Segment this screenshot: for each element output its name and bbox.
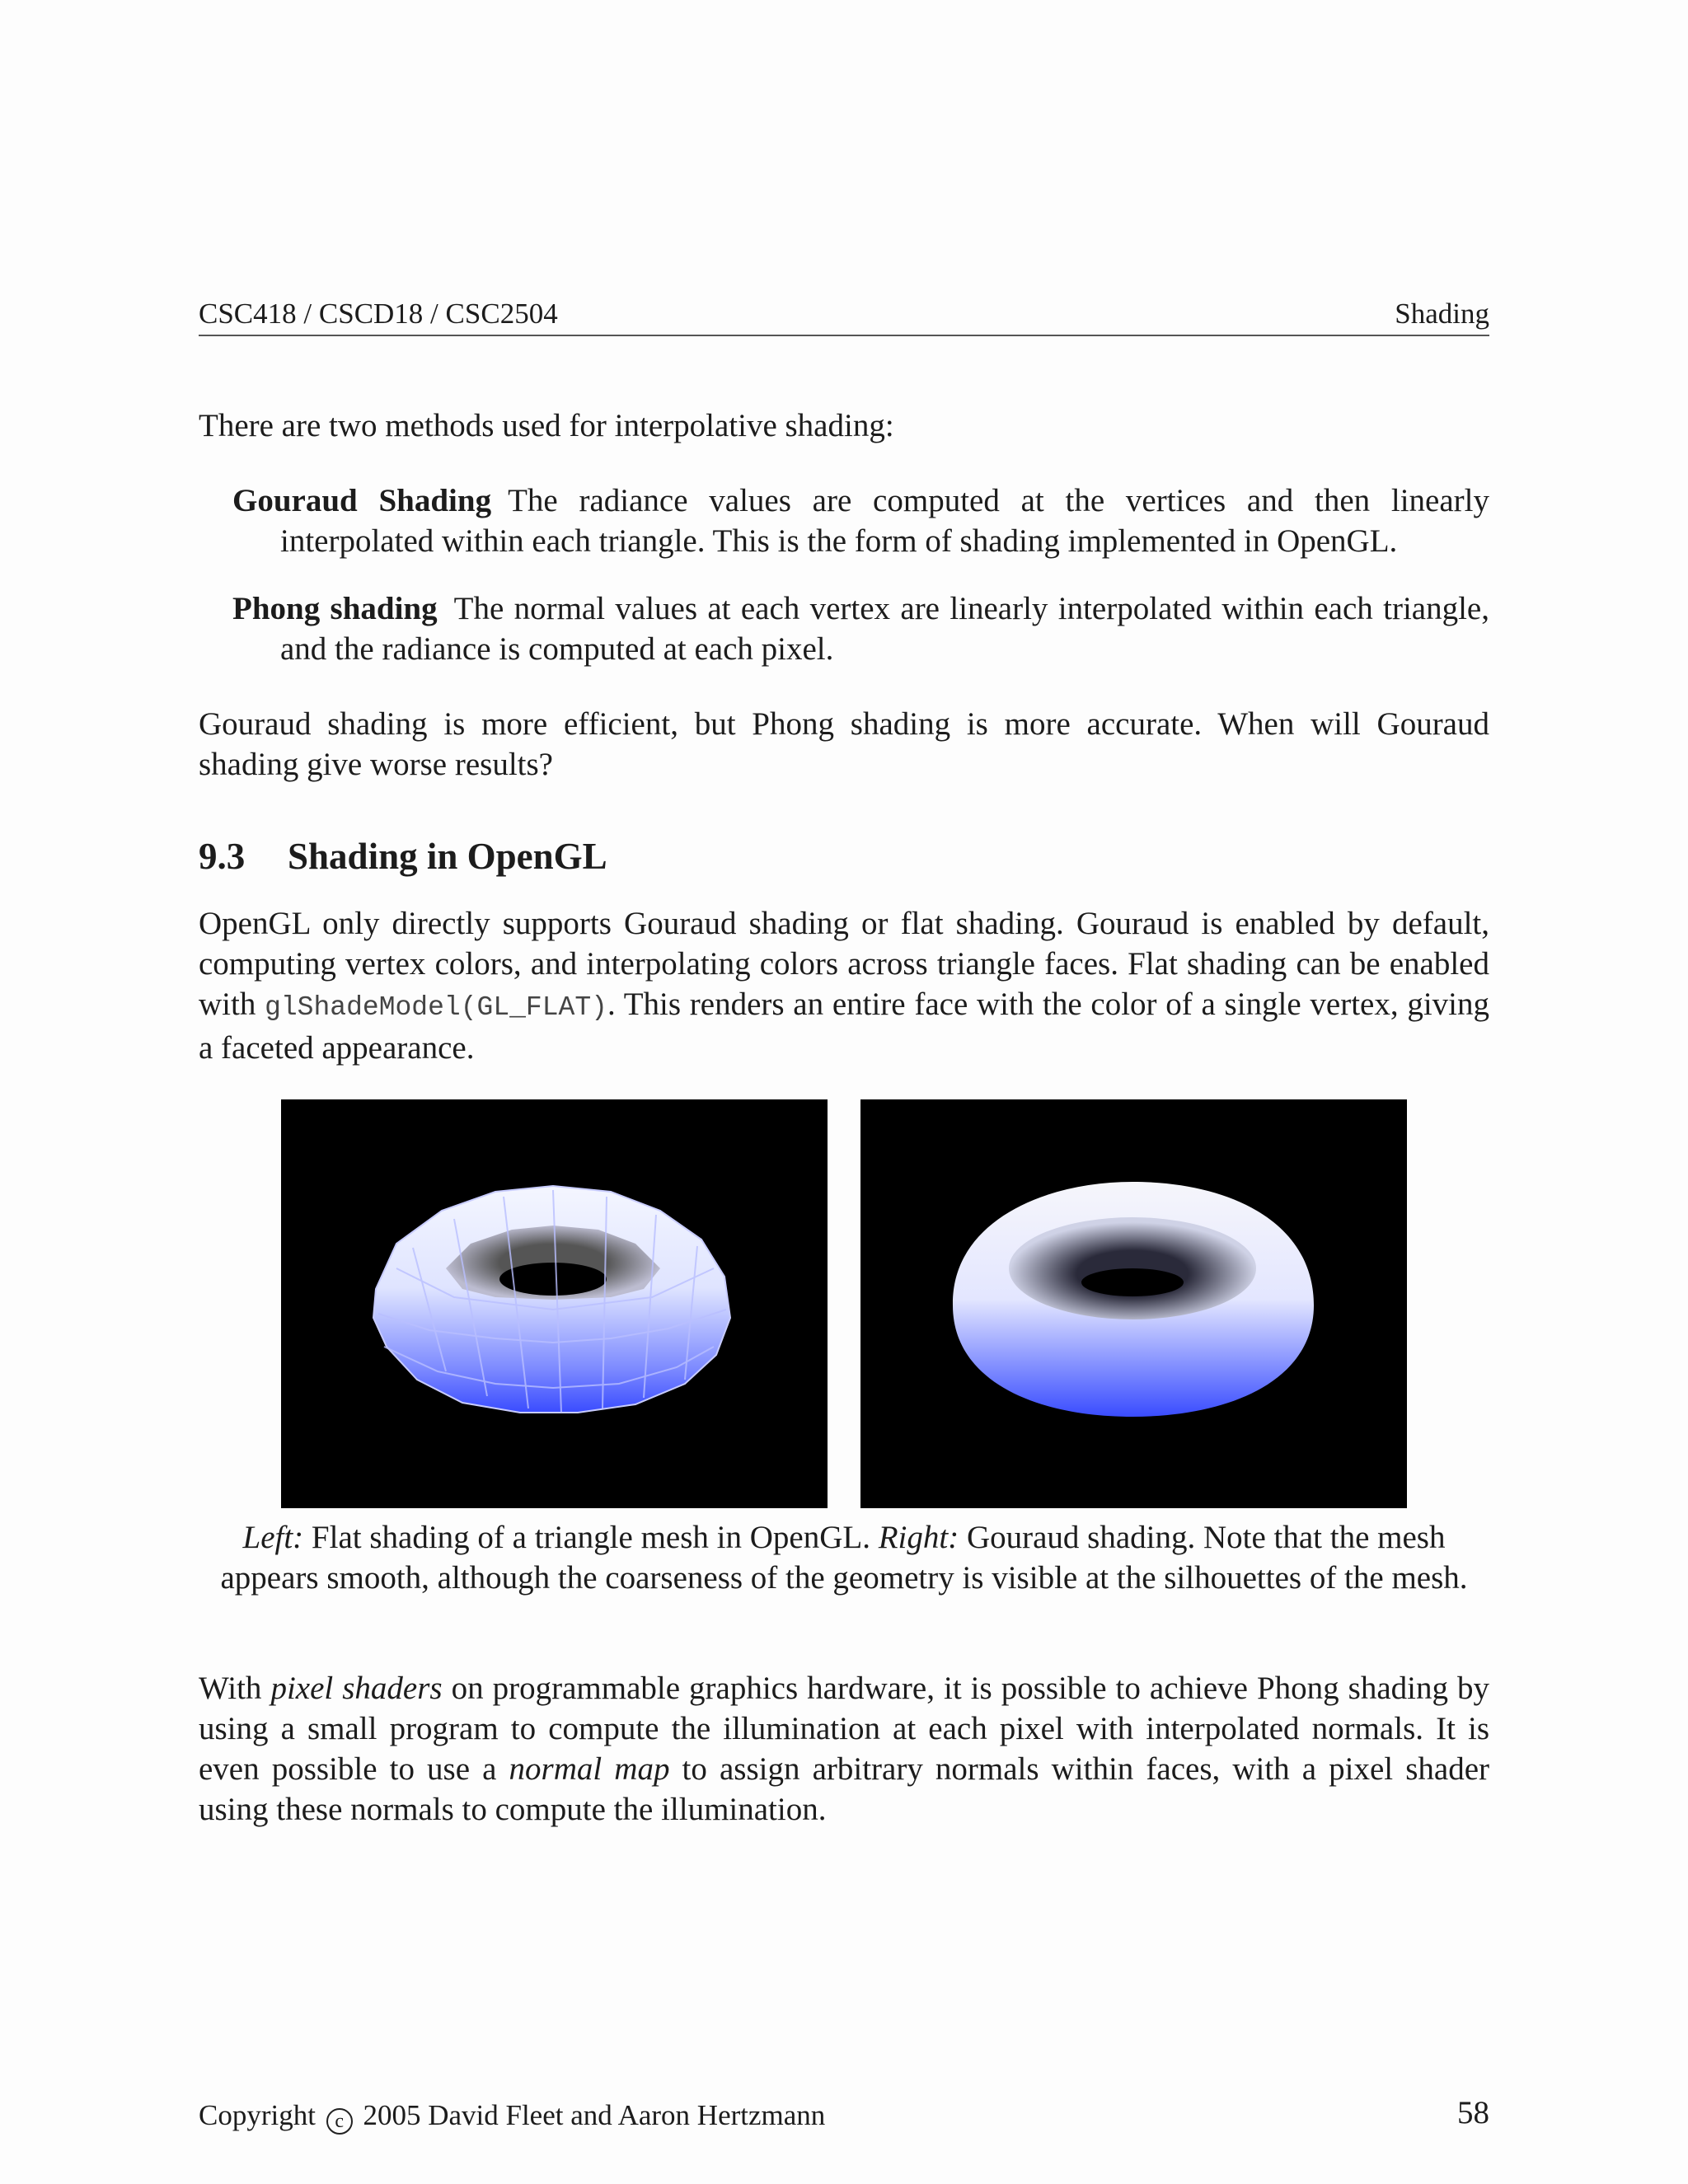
flat-torus-illustration xyxy=(281,1099,828,1508)
pixel-shader-paragraph xyxy=(199,1668,1489,1830)
caption-right-text: Gouraud shading. Note that the mesh appears smooth, although the coarseness of the geometry is visible at the silhouettes of the mesh. xyxy=(220,1520,1468,1596)
pixel-text-3: to assign arbitrary normals within faces, with a pixel shader using these normals to compute the illumination. xyxy=(199,1751,1489,1827)
flat-shading-image xyxy=(281,1099,828,1508)
comparison-paragraph: Gouraud shading is more efficient, but Phong shading is more accurate. When will Gouraud shading give worse results? xyxy=(199,706,1489,782)
section-title: Shading in OpenGL xyxy=(288,836,607,877)
copyright-footer xyxy=(199,2097,825,2135)
figure-caption xyxy=(199,1517,1489,1598)
caption-left-label: Left: xyxy=(242,1520,304,1555)
section-number: 9.3 xyxy=(199,836,246,877)
definition-phong xyxy=(232,588,1489,669)
copyright-text: 2005 David Fleet and Aaron Hertzmann xyxy=(363,2099,826,2131)
caption-right-label: Right: xyxy=(878,1520,959,1555)
definition-text: The radiance values are computed at the vertices and then linearly interpolated within each triangle. This is the form of shading implemented in OpenGL. xyxy=(280,483,1490,559)
header-rule xyxy=(199,335,1489,336)
definition-term: Phong shading xyxy=(232,591,438,626)
opengl-paragraph xyxy=(199,903,1489,1068)
opengl-text-2: . This renders an entire face with the color of a single vertex, giving a faceted appearance. xyxy=(199,987,1490,1066)
definition-text: The normal values at each vertex are linearly interpolated within each triangle, and the radiance is computed at each pixel. xyxy=(280,591,1489,667)
pixel-emphasis-1: pixel shaders xyxy=(270,1671,443,1706)
page-number: 58 xyxy=(1457,2095,1489,2130)
intro-paragraph: There are two methods used for interpolative shading: xyxy=(199,408,894,443)
caption-left-text: Flat shading of a triangle mesh in OpenGL. xyxy=(303,1520,879,1555)
pixel-text-1: With xyxy=(199,1671,271,1706)
pixel-emphasis-2: normal map xyxy=(509,1751,670,1787)
copyright-prefix: Copyright xyxy=(199,2099,316,2131)
running-header-course: CSC418 / CSCD18 / CSC2504 xyxy=(199,298,558,330)
gouraud-shading-image xyxy=(860,1099,1407,1508)
code-snippet: glShadeModel(GL_FLAT) xyxy=(265,992,607,1023)
section-heading xyxy=(199,832,607,880)
opengl-text-1: OpenGL only directly supports Gouraud shading or flat shading. Gouraud is enabled by default, computing vertex colors, and interpolating colors across triangle faces. Flat shading can be enabled with xyxy=(199,906,1489,1022)
copyright-icon: c xyxy=(326,2108,353,2135)
running-header-topic: Shading xyxy=(1395,298,1489,330)
definition-gouraud xyxy=(232,480,1489,561)
smooth-torus-illustration xyxy=(860,1099,1407,1508)
pixel-text-2: on programmable graphics hardware, it is possible to achieve Phong shading by using a small program to compute the illumination at each pixel with interpolated normals. It is even possible to use a xyxy=(199,1671,1490,1787)
definition-term: Gouraud Shading xyxy=(232,483,492,518)
